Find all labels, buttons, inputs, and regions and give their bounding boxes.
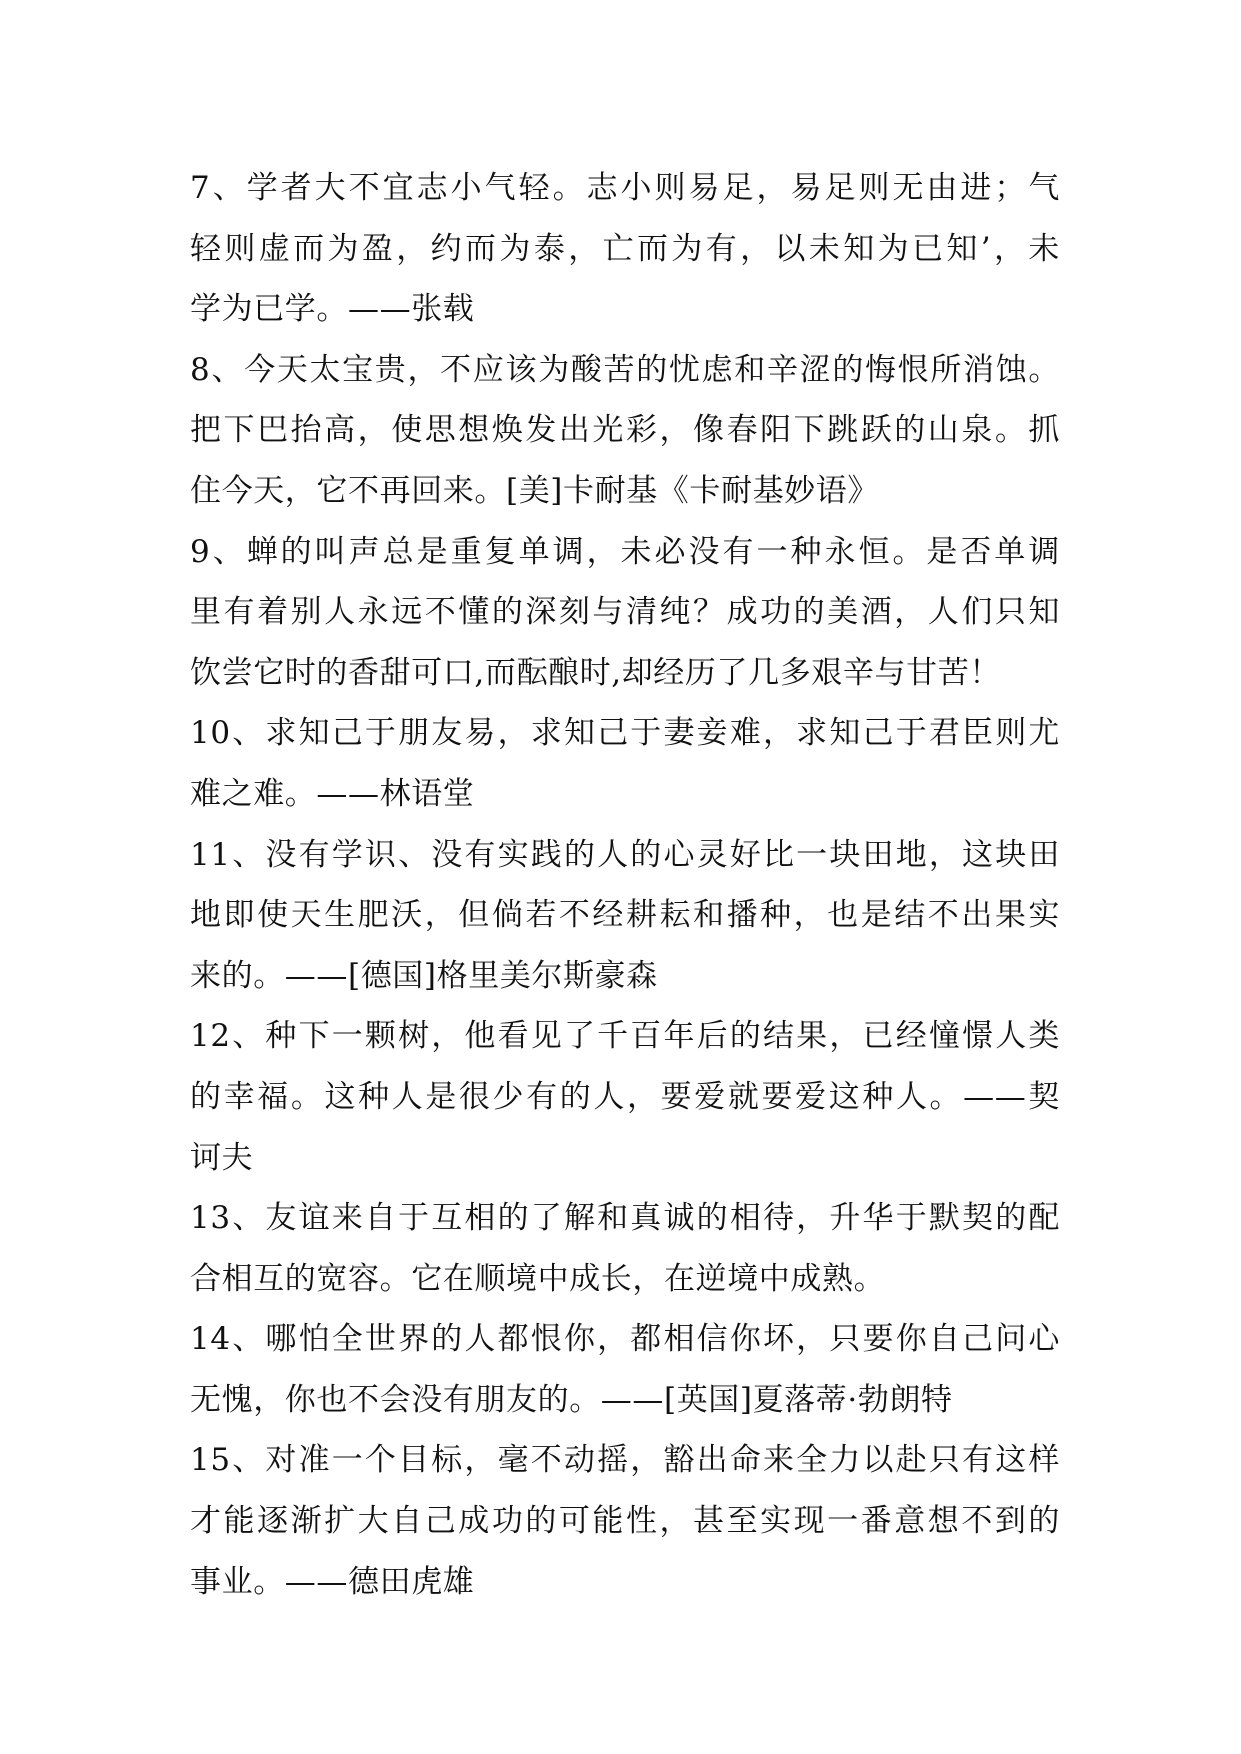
quote-item-14 (190, 1309, 1060, 1430)
quote-line: 来的。——[德国]格里美尔斯豪森 (190, 957, 658, 994)
quote-line: 里有着别人永远不懂的深刻与清纯？成功的美酒，人们只知 (190, 594, 1060, 631)
quote-item-7 (190, 158, 1060, 340)
quote-line: 9、蝉的叫声总是重复单调，未必没有一种永恒。是否单调 (190, 533, 1060, 570)
quote-item-8 (190, 340, 1060, 522)
quote-line: 8、今天太宝贵，不应该为酸苦的忧虑和辛涩的悔恨所消蚀。 (190, 351, 1060, 388)
quote-item-12 (190, 1006, 1060, 1188)
quote-line: 把下巴抬高，使思想焕发出光彩，像春阳下跳跃的山泉。抓 (190, 412, 1060, 449)
quote-line: 才能逐渐扩大自己成功的可能性，甚至实现一番意想不到的 (190, 1503, 1060, 1540)
quote-item-11 (190, 825, 1060, 1007)
quote-line: 地即使天生肥沃，但倘若不经耕耘和播种，也是结不出果实 (190, 897, 1060, 934)
quote-line: 15、对准一个目标，毫不动摇，豁出命来全力以赴只有这样 (190, 1442, 1060, 1479)
quote-line: 事业。——德田虎雄 (190, 1563, 475, 1600)
quote-item-9 (190, 522, 1060, 704)
quote-item-13 (190, 1188, 1060, 1309)
quote-line: 饮尝它时的香甜可口,而酝酿时,却经历了几多艰辛与甘苦！ (190, 654, 1001, 691)
quote-line: 住今天，它不再回来。[美]卡耐基《卡耐基妙语》 (190, 472, 879, 509)
quote-line: 13、友谊来自于互相的了解和真诚的相待，升华于默契的配 (190, 1200, 1060, 1237)
quote-line: 诃夫 (190, 1139, 254, 1176)
quote-line: 7、学者大不宜志小气轻。志小则易足，易足则无由进；气 (190, 170, 1060, 206)
quote-line: 难之难。——林语堂 (190, 775, 475, 812)
quote-line: 14、哪怕全世界的人都恨你，都相信你坏，只要你自己问心 (190, 1321, 1060, 1358)
quote-item-10 (190, 703, 1060, 824)
quote-line: 学为已学。——张载 (190, 291, 475, 328)
quote-line: 的幸福。这种人是很少有的人，要爱就要爱这种人。——契 (190, 1078, 1060, 1115)
quote-line: 10、求知己于朋友易，求知己于妻妾难，求知己于君臣则尤 (190, 715, 1060, 752)
quote-list (190, 158, 1060, 1612)
quote-item-15 (190, 1430, 1060, 1612)
quote-line: 轻则虚而为盈，约而为泰，亡而为有，以未知为已知’，未 (190, 230, 1060, 267)
quote-line: 11、没有学识、没有实践的人的心灵好比一块田地，这块田 (190, 836, 1060, 873)
quote-line: 合相互的宽容。它在顺境中成长，在逆境中成熟。 (190, 1260, 886, 1297)
quote-line: 12、种下一颗树，他看见了千百年后的结果，已经憧憬人类 (190, 1018, 1060, 1055)
quote-line: 无愧，你也不会没有朋友的。——[英国]夏落蒂·勃朗特 (190, 1381, 953, 1418)
